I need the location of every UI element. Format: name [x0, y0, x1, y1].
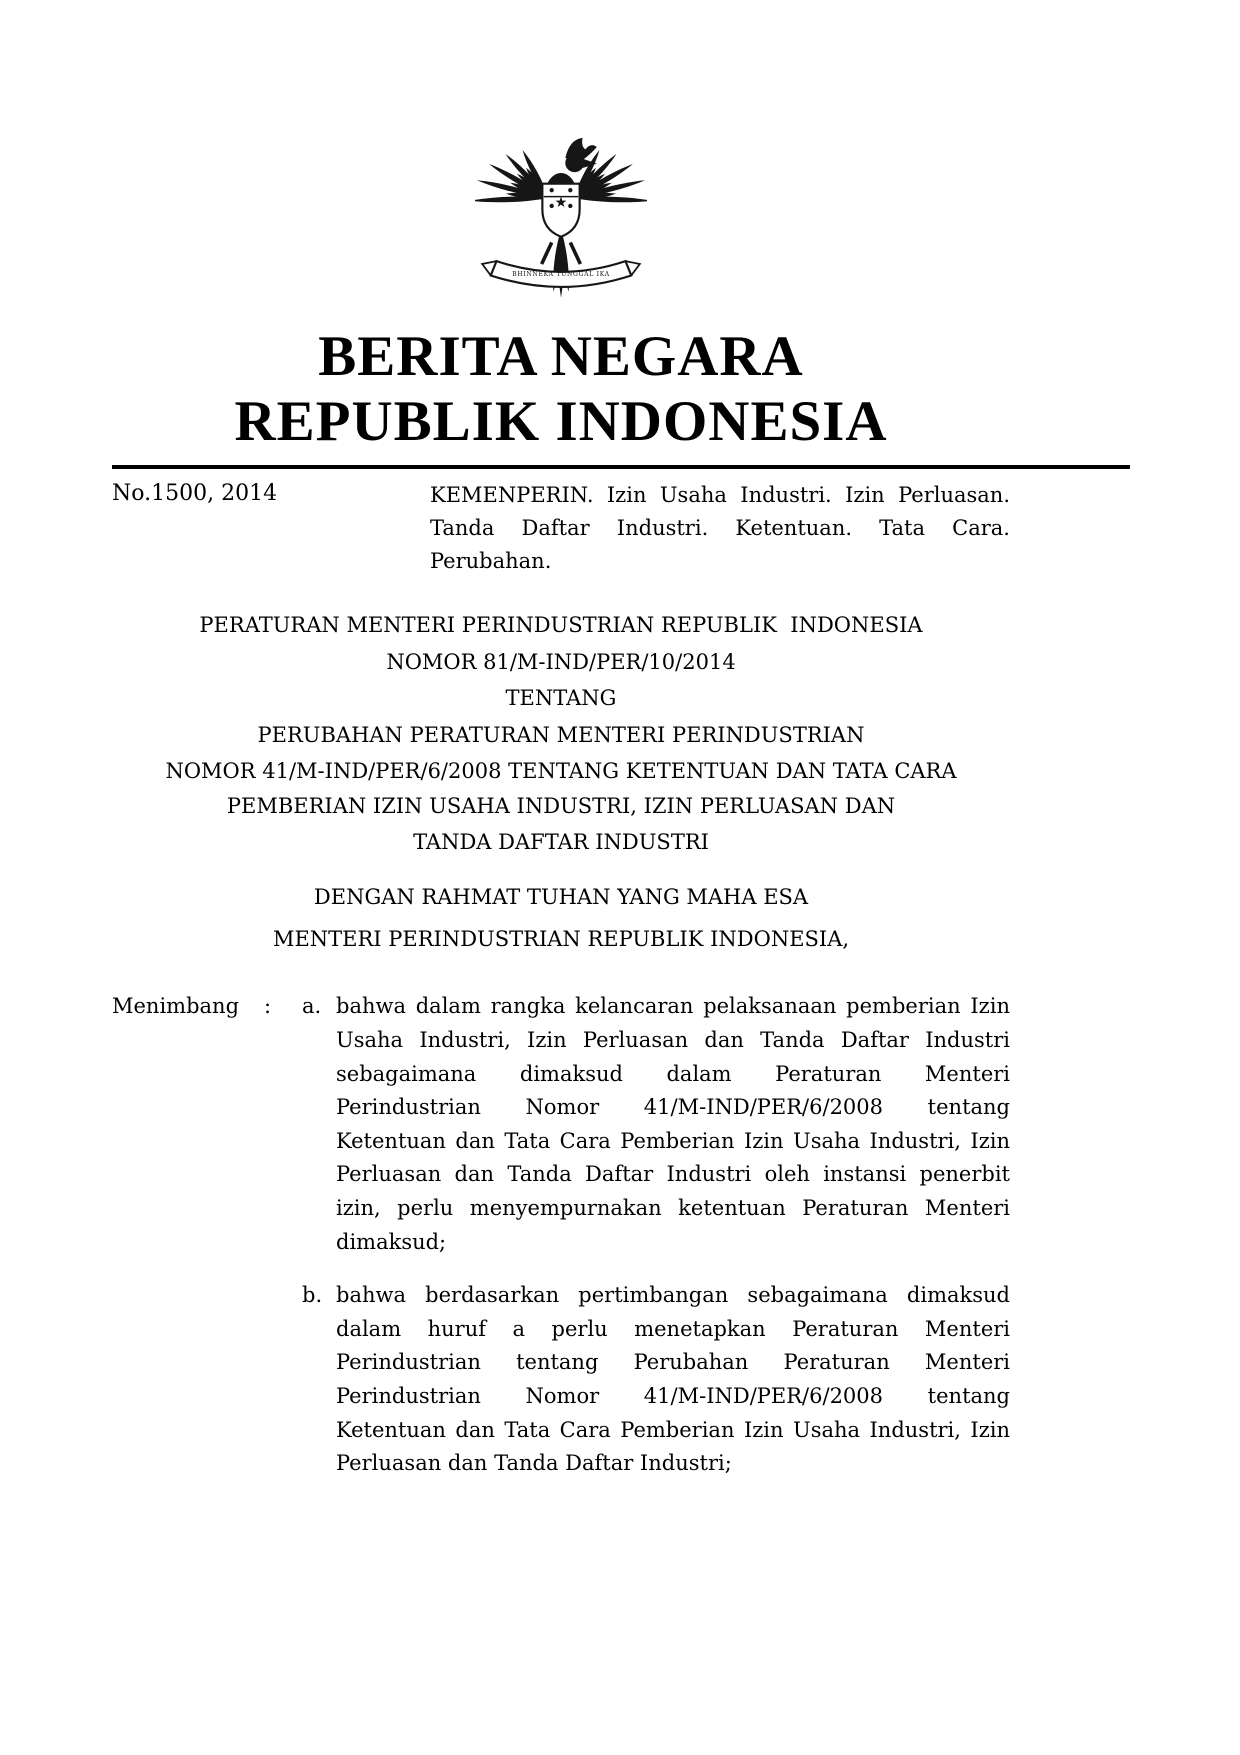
gazette-title-line1: BERITA NEGARA: [318, 325, 804, 388]
issue-number: No.1500, 2014: [112, 480, 278, 506]
emblem-motto: BHINNEKA TUNGGAL IKA: [512, 271, 610, 279]
authority-line: MENTERI PERINDUSTRIAN REPUBLIK INDONESIA,: [272, 926, 850, 951]
spacer: [264, 1259, 302, 1481]
head: [565, 154, 584, 173]
decree-title-line: PERATURAN MENTERI PERINDUSTRIAN REPUBLIK INDONESIA: [199, 613, 923, 638]
masthead-row: [112, 479, 1010, 579]
decree-about-label: TENTANG: [505, 686, 617, 711]
left-wing: [475, 149, 550, 204]
considering-item-a-text: bahwa dalam rangka kelancaran pelaksanaan pemberian Izin Usaha Industri, Izin Perluasan dan Tanda Daftar Industri sebagaimana dimaksud dalam Peraturan Menteri Perindustrian Nomor 41/M-IND/PER/6/2008 tentang Ketentuan dan Tata Cara Pemberian Izin Usaha Industri, Izin Perluasan dan Tanda Daftar Industri oleh instansi penerbit izin, perlu menyempurnakan ketentuan Peraturan Menteri dimaksud;: [336, 994, 1010, 1254]
considering-item-a-marker: a.: [302, 994, 322, 1019]
decree-number-line: NOMOR 81/M-IND/PER/10/2014: [386, 649, 736, 674]
decree-subject-line2: NOMOR 41/M-IND/PER/6/2008 TENTANG KETENTUAN DAN TATA CARA PEMBERIAN IZIN USAHA INDUSTRI, IZIN PERLUASAN DAN: [165, 759, 957, 818]
gazette-title: [112, 325, 1010, 455]
considering-item-b-text: bahwa berdasarkan pertimbangan sebagaimana dimaksud dalam huruf a perlu menetapkan Peraturan Menteri Perindustrian tentang Perubahan Peraturan Menteri Perindustrian Nomor 41/M-IND/PER/6/2008 tentang Ketentuan dan Tata Cara Pemberian Izin Usaha Industri, Izin Perluasan dan Tanda Daftar Industri;: [336, 1283, 1010, 1476]
spacer: [112, 1259, 264, 1481]
invocation-line: DENGAN RAHMAT TUHAN YANG MAHA ESA: [313, 884, 809, 909]
considering-label: Menimbang: [112, 994, 240, 1019]
gazette-title-line2: REPUBLIK INDONESIA: [234, 389, 888, 453]
considering-section: [112, 990, 1010, 1480]
considering-item-b-marker: b.: [302, 1283, 323, 1308]
decree-heading-block: [112, 608, 1010, 956]
subject-abstract: KEMENPERIN. Izin Usaha Industri. Izin Perluasan. Tanda Daftar Industri. Ketentuan. Tata Cara. Perubahan.: [430, 482, 1010, 574]
emblem-container: [112, 92, 1010, 307]
decree-subject-line3: TANDA DAFTAR INDUSTRI: [413, 830, 709, 855]
considering-colon: :: [264, 994, 272, 1019]
garuda-pancasila-emblem: [475, 92, 647, 307]
decree-subject-line1: PERUBAHAN PERATURAN MENTERI PERINDUSTRIAN: [257, 722, 865, 747]
pancasila-shield: [542, 184, 579, 237]
title-divider-rule: [112, 465, 1130, 469]
